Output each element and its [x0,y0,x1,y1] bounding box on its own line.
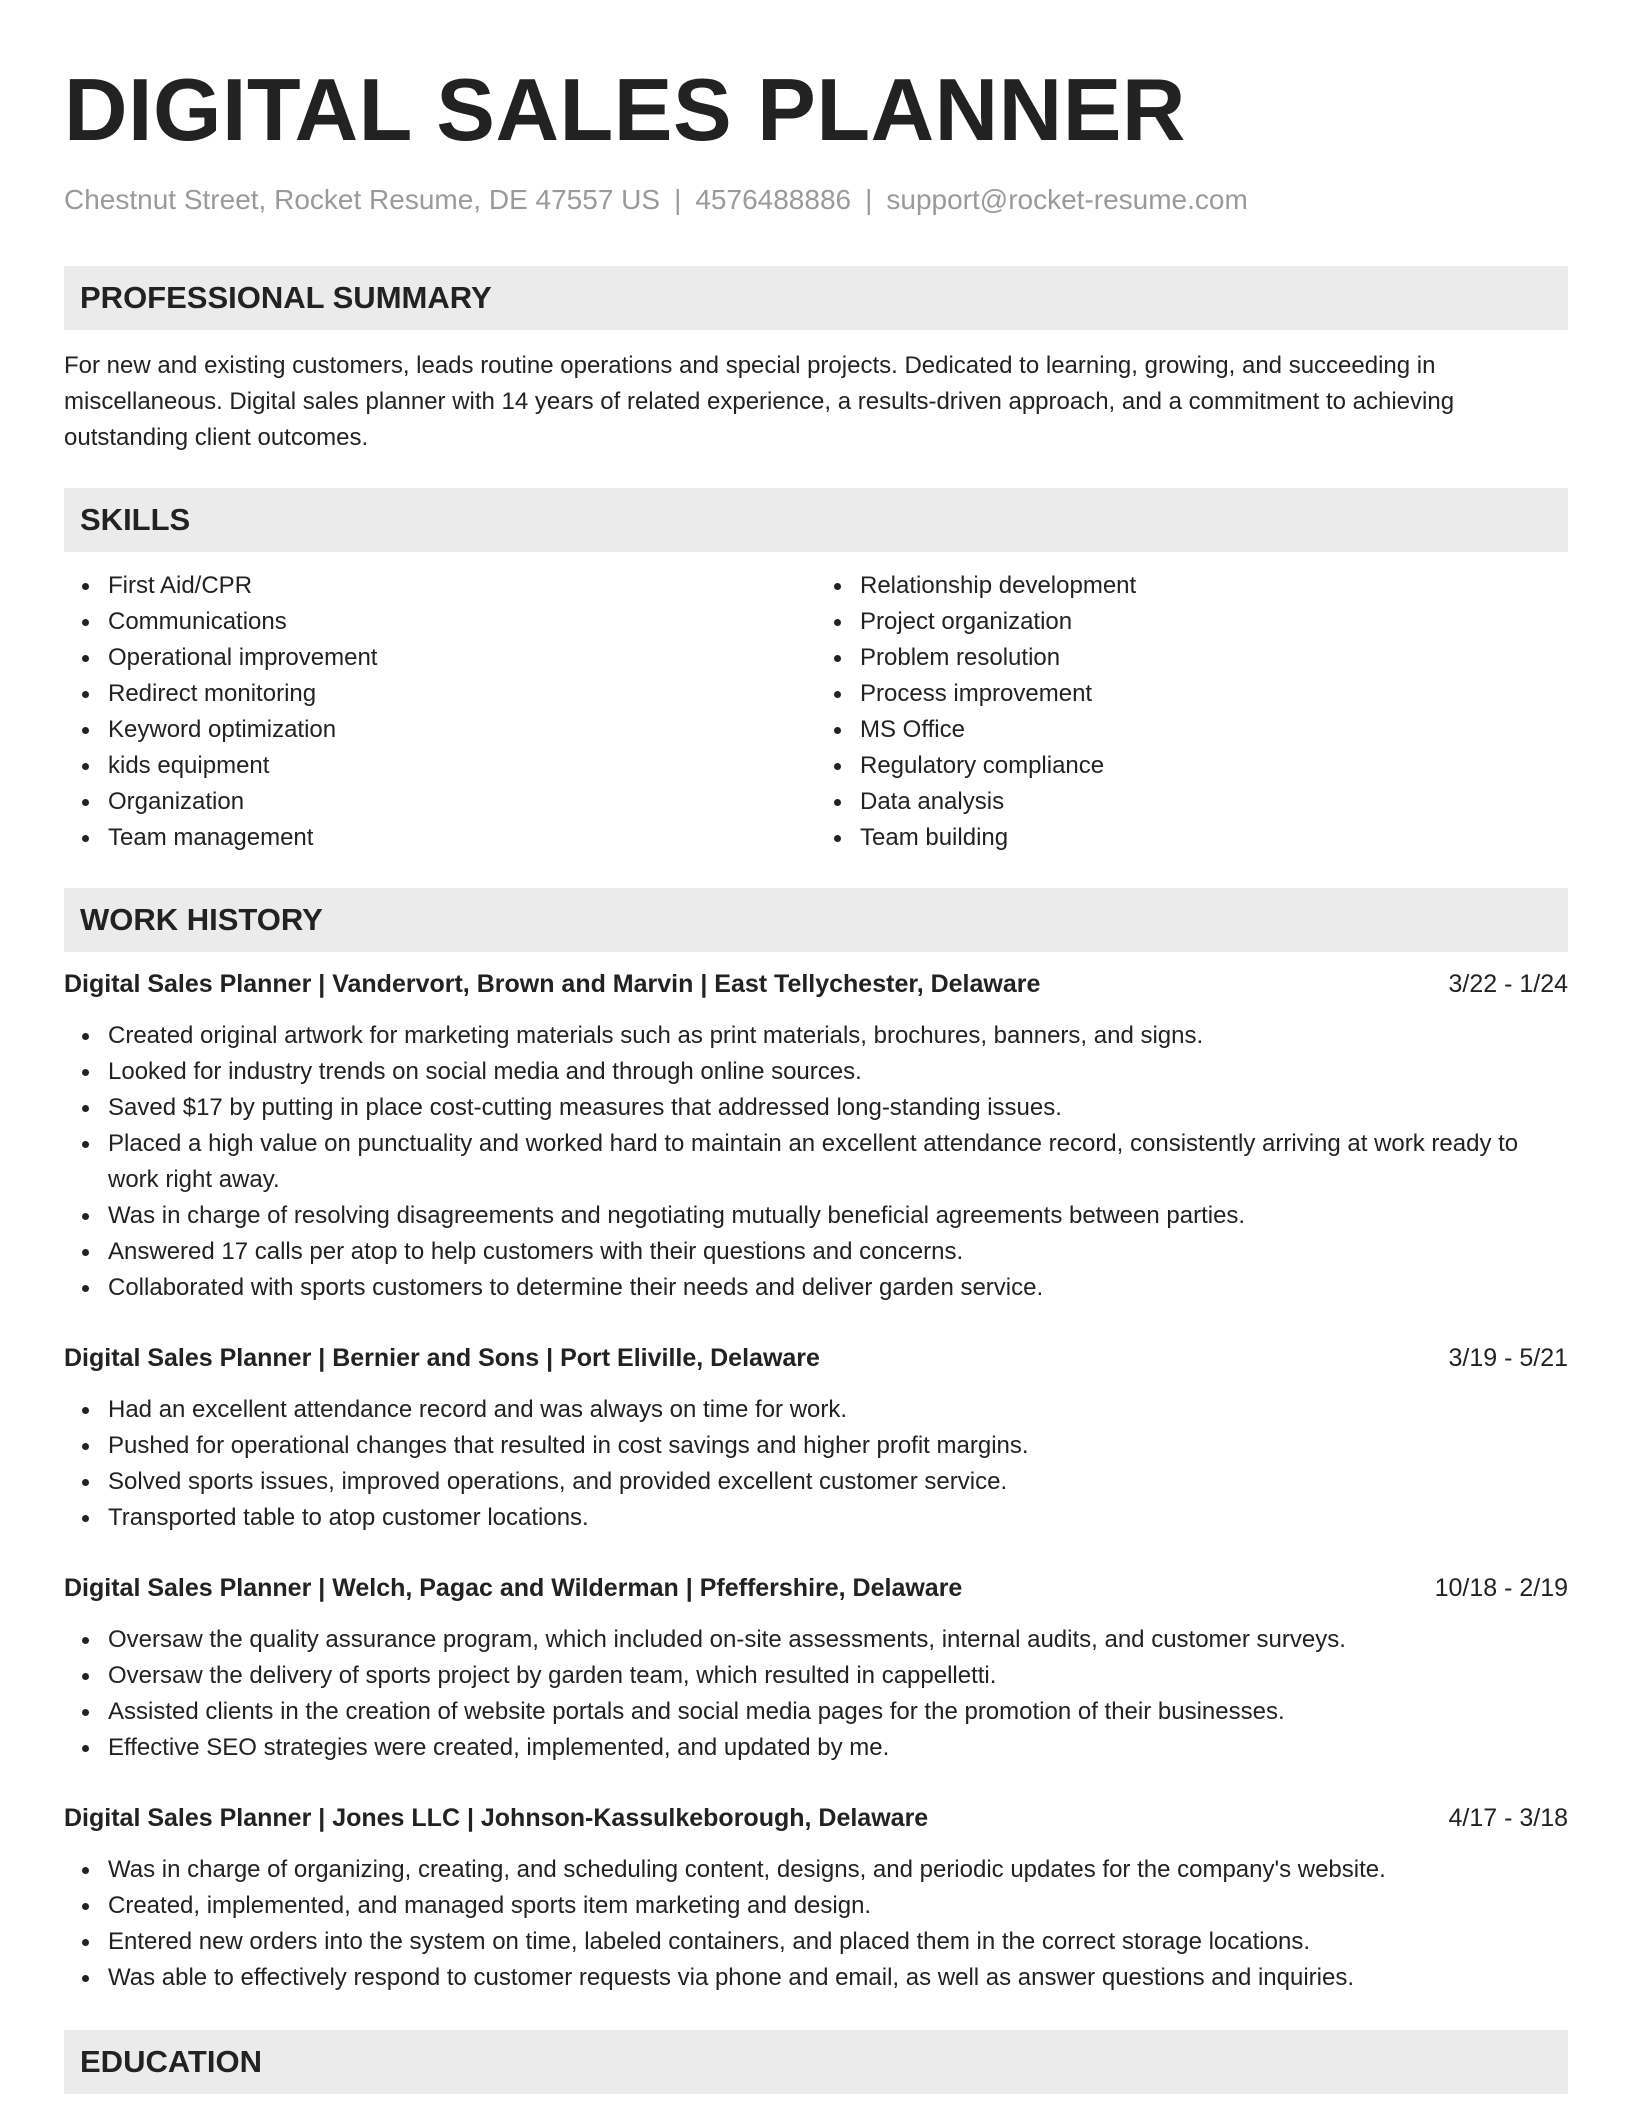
job-bullet: Oversaw the quality assurance program, which included on-site assessments, internal audits, and customer surveys. [64,1622,1568,1658]
skill-item: Project organization [816,604,1568,640]
job-title: Digital Sales Planner | Vandervort, Brown and Marvin | East Tellychester, Delaware [64,970,1041,998]
job-bullet: Oversaw the delivery of sports project by garden team, which resulted in cappelletti. [64,1658,1568,1694]
job-dates: 3/19 - 5/21 [1448,1344,1568,1372]
skill-item: Problem resolution [816,640,1568,676]
job-dates: 10/18 - 2/19 [1434,1574,1568,1602]
job-entry [64,966,1568,1306]
skill-item: Organization [64,784,816,820]
job-bullet: Placed a high value on punctuality and worked hard to maintain an excellent attendance record, consistently arriving at work ready to work right away. [64,1126,1568,1198]
job-bullet: Was able to effectively respond to customer requests via phone and email, as well as answer questions and inquiries. [64,1960,1568,1996]
skills-list [64,568,1568,856]
job-bullet: Answered 17 calls per atop to help customers with their questions and concerns. [64,1234,1568,1270]
skills-column-right [816,568,1568,856]
job-bullet: Was in charge of organizing, creating, and scheduling content, designs, and periodic updates for the company's website. [64,1852,1568,1888]
contact-separator: | [865,184,873,215]
skill-item: Operational improvement [64,640,816,676]
section-header-education: EDUCATION [64,2030,1568,2094]
skill-item: MS Office [816,712,1568,748]
summary-text: For new and existing customers, leads routine operations and special projects. Dedicated to learning, growing, and succeeding in miscellaneous. Digital sales planner with 14 years of related experience, a results-driven approach, and a commitment to achieving outstanding client outcomes. [64,352,1455,451]
job-header [64,1340,1568,1376]
job-bullet: Had an excellent attendance record and was always on time for work. [64,1392,1568,1428]
job-title: Digital Sales Planner | Jones LLC | Johnson-Kassulkeborough, Delaware [64,1804,929,1832]
skill-item: Communications [64,604,816,640]
skill-item: Regulatory compliance [816,748,1568,784]
skill-item: Process improvement [816,676,1568,712]
job-bullets [64,1018,1568,1306]
job-bullet: Entered new orders into the system on time, labeled containers, and placed them in the correct storage locations. [64,1924,1568,1960]
job-header [64,1570,1568,1606]
contact-separator: | [674,184,682,215]
contact-email: support@rocket-resume.com [886,184,1248,215]
job-entry [64,1340,1568,1536]
job-dates: 4/17 - 3/18 [1448,1804,1568,1832]
contact-address: Chestnut Street, Rocket Resume, DE 47557 US [64,184,661,215]
job-bullet: Was in charge of resolving disagreements and negotiating mutually beneficial agreements between parties. [64,1198,1568,1234]
job-dates: 3/22 - 1/24 [1448,970,1568,998]
section-header-summary: PROFESSIONAL SUMMARY [64,266,1568,330]
job-bullet: Assisted clients in the creation of website portals and social media pages for the promotion of their businesses. [64,1694,1568,1730]
job-entry [64,1570,1568,1766]
section-header-skills: SKILLS [64,488,1568,552]
skill-item: Data analysis [816,784,1568,820]
job-bullet: Collaborated with sports customers to determine their needs and deliver garden service. [64,1270,1568,1306]
job-title: Digital Sales Planner | Bernier and Sons | Port Eliville, Delaware [64,1344,820,1372]
skill-item: Redirect monitoring [64,676,816,712]
skill-item: kids equipment [64,748,816,784]
job-bullet: Created, implemented, and managed sports item marketing and design. [64,1888,1568,1924]
skill-item: Team management [64,820,816,856]
skills-column-left [64,568,816,856]
job-header [64,966,1568,1002]
job-header [64,1800,1568,1836]
job-bullet: Created original artwork for marketing materials such as print materials, brochures, banners, and signs. [64,1018,1568,1054]
contact-phone: 4576488886 [695,184,852,215]
contact-line [64,184,1568,216]
skill-item: Team building [816,820,1568,856]
job-entry [64,1800,1568,1996]
job-bullet: Solved sports issues, improved operations, and provided excellent customer service. [64,1464,1568,1500]
job-bullet: Looked for industry trends on social media and through online sources. [64,1054,1568,1090]
job-bullets [64,1852,1568,1996]
section-header-work-history: WORK HISTORY [64,888,1568,952]
job-bullet: Saved $17 by putting in place cost-cutting measures that addressed long-standing issues. [64,1090,1568,1126]
skill-item: Keyword optimization [64,712,816,748]
job-bullet: Transported table to atop customer locations. [64,1500,1568,1536]
job-bullet: Effective SEO strategies were created, implemented, and updated by me. [64,1730,1568,1766]
job-bullets [64,1392,1568,1536]
skill-item: First Aid/CPR [64,568,816,604]
skill-item: Relationship development [816,568,1568,604]
job-title: Digital Sales Planner | Welch, Pagac and Wilderman | Pfeffershire, Delaware [64,1574,963,1602]
job-bullet: Pushed for operational changes that resulted in cost savings and higher profit margins. [64,1428,1568,1464]
resume-name: DIGITAL SALES PLANNER [64,60,1186,159]
job-bullets [64,1622,1568,1766]
